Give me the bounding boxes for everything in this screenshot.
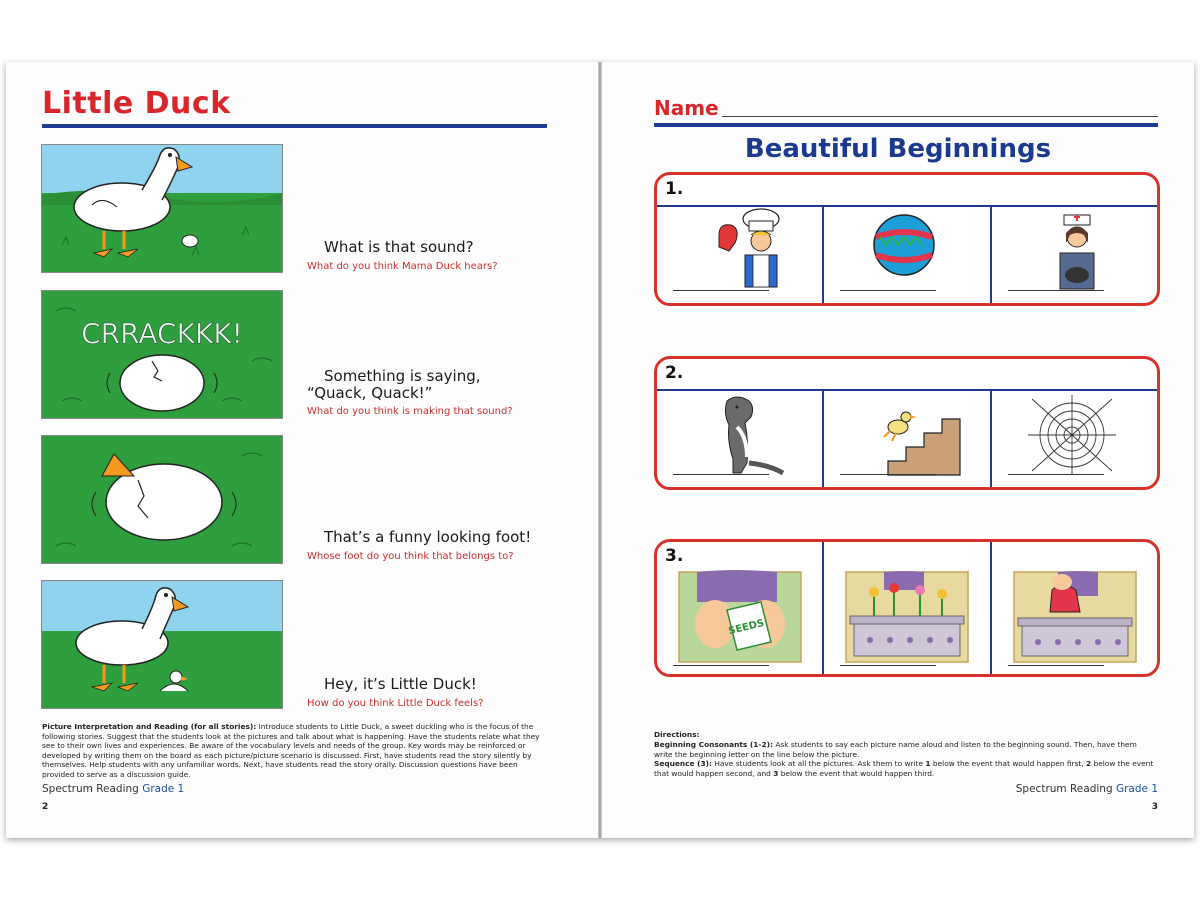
spider-web-icon (992, 391, 1158, 487)
teacher-notes (42, 722, 542, 780)
picture-cell-nurse (992, 207, 1158, 303)
teacher-directions (654, 730, 1154, 779)
question-4-prompt: How do you think Little Duck feels? (307, 698, 484, 709)
directions-2-text-3: below the event that would happen second, and (654, 759, 1154, 779)
seed-packet-icon (657, 570, 823, 666)
nurse-icon (992, 207, 1158, 303)
directions-2-heading: Sequence (3): (654, 759, 712, 769)
exercise-number-2: 2. (665, 363, 684, 383)
worksheet-title: Beautiful Beginnings (744, 134, 1052, 164)
picture-cell-ball (824, 207, 990, 303)
directions-2-text-4: below the event that would happen third. (778, 769, 935, 779)
question-1-prompt: What do you think Mama Duck hears? (307, 261, 498, 272)
directions-2-num-3: 3 (773, 769, 779, 779)
ball-icon (824, 207, 990, 303)
directions-1-heading: Beginning Consonants (1-2): (654, 739, 773, 749)
right-page (602, 62, 1194, 838)
title-rule (42, 124, 547, 128)
picture-cell-flowers (824, 570, 990, 674)
question-3-prompt: Whose foot do you think that belongs to? (307, 551, 514, 562)
page-number-right: 3 (1151, 802, 1158, 812)
page-number-left: 2 (42, 802, 49, 812)
question-2-line-1: Something is saying, (324, 367, 481, 385)
exercise-box-1 (654, 172, 1160, 306)
directions-1-body: Ask students to say each picture name aloud and listen to the beginning sound. Then, have them write the beginning letter on the line below the picture. (654, 739, 1137, 759)
question-2-prompt: What do you think is making that sound? (307, 406, 513, 417)
name-label: Name (654, 96, 719, 120)
grade-number-right: 1 (1151, 783, 1158, 795)
question-2-line-2: “Quack, Quack!” (307, 384, 433, 402)
story-panel-2 (41, 290, 283, 419)
header-rule (654, 123, 1158, 127)
foot-from-egg-illustration (42, 436, 282, 563)
left-footer (42, 783, 184, 795)
exercise-number-1: 1. (665, 179, 684, 199)
picture-cell-web (992, 391, 1158, 487)
picture-cell-seeds (657, 570, 823, 674)
seed-packet-label: SEEDS (727, 617, 766, 638)
little-duck-hatched-illustration (42, 581, 282, 708)
question-3: That’s a funny looking foot! (324, 528, 532, 546)
teacher-notes-heading: Picture Interpretation and Reading (for all stories): (42, 722, 257, 731)
directions-2-text-1: Have students look at all the pictures. Ask them to write (711, 759, 926, 769)
sound-effect-text: CRRACKKK! (81, 317, 243, 350)
question-1: What is that sound? (324, 238, 474, 256)
name-line (722, 116, 1158, 117)
directions-heading: Directions: (654, 730, 700, 739)
exercise-number-3: 3. (665, 546, 684, 566)
workbook-spread (6, 62, 1194, 838)
exercise-box-3 (654, 539, 1160, 677)
story-title: Little Duck (42, 86, 231, 121)
directions-2-num-2: 2 (1086, 759, 1092, 769)
dog-icon (657, 391, 823, 487)
picture-cell-watering (992, 570, 1158, 674)
duck-on-stairs-icon (824, 391, 990, 487)
grade-number: 1 (177, 783, 185, 795)
story-panel-3 (41, 435, 283, 564)
directions-2-text-2: below the event that would happen first, (930, 759, 1086, 769)
watering-can-icon (992, 570, 1158, 666)
cracking-egg-illustration (42, 291, 282, 418)
picture-cell-chef (657, 207, 823, 303)
series-name-right: Spectrum Reading (1015, 783, 1113, 795)
teacher-notes-body: Introduce students to Little Duck, a sweet duckling who is the focus of the following stories. Suggest that the students look at the pictures and talk about what is happening. Have the students relate what they see to their own lives and experiences. Be aware of the vocabulary levels and needs of the group. Key words may be reinforced or developed by writing them on the board as each picture/picture scenario is discussed. First, have students read the story silently by themselves. Help students with any unfamiliar words. Next, have students read the story orally. Discussion questions have been provided to serve as a discussion guide. (42, 722, 540, 779)
story-panel-4 (41, 580, 283, 709)
grade-label-right: Grade (1115, 783, 1148, 795)
grade-label: Grade (142, 783, 175, 795)
picture-cell-stairs (824, 391, 990, 487)
picture-cell-dog (657, 391, 823, 487)
mama-duck-egg-illustration (42, 145, 282, 272)
left-page (6, 62, 598, 838)
story-panel-1 (41, 144, 283, 273)
directions-2-num-1: 1 (925, 759, 931, 769)
right-footer (1016, 783, 1158, 795)
chef-icon (657, 207, 823, 303)
question-4: Hey, it’s Little Duck! (324, 675, 477, 693)
exercise-box-2 (654, 356, 1160, 490)
series-name: Spectrum Reading (42, 783, 139, 795)
flowers-growing-icon (824, 570, 990, 666)
